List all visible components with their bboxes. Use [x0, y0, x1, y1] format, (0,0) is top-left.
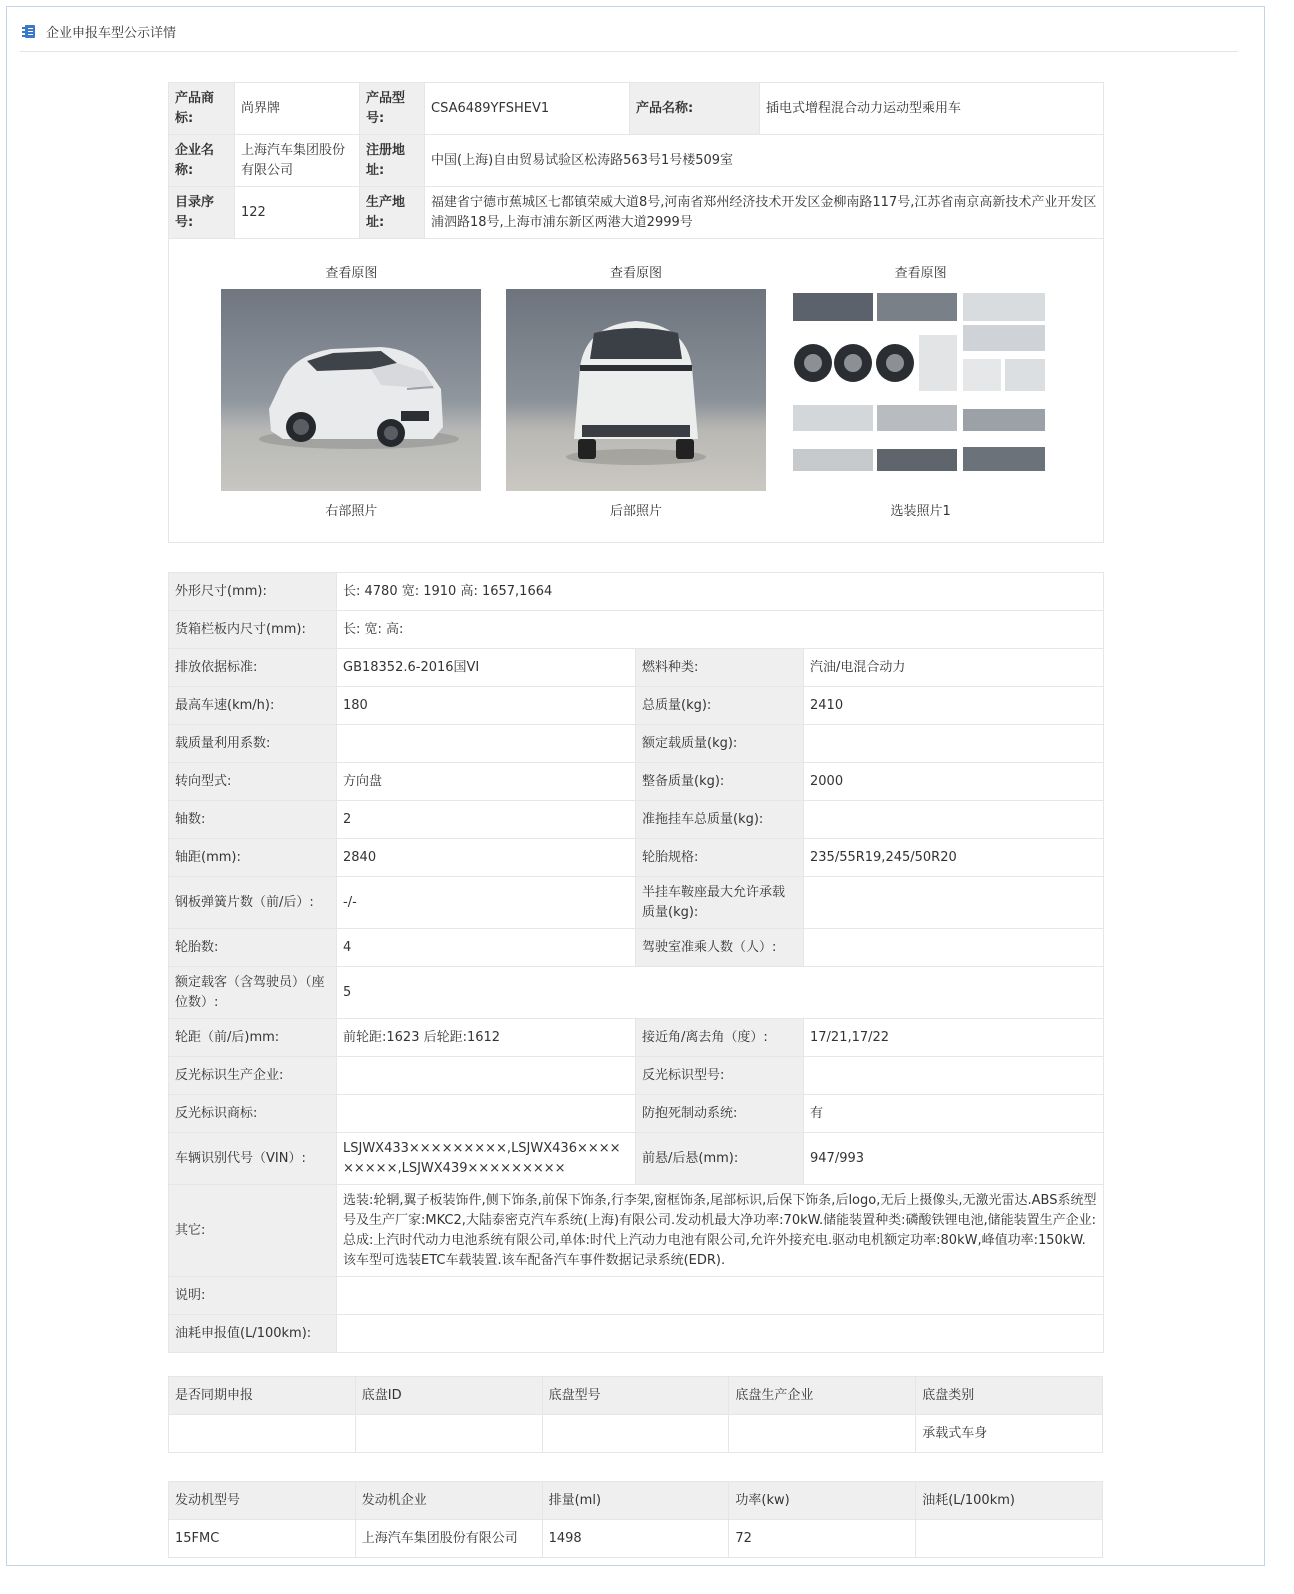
- catalog-value: 122: [235, 187, 360, 239]
- fuel-type-label: 燃料种类:: [636, 649, 804, 687]
- view-original-link[interactable]: 查看原图: [325, 265, 378, 281]
- view-original-link[interactable]: 查看原图: [609, 265, 662, 281]
- brand-label: 产品商标:: [169, 83, 235, 135]
- model-label: 产品型号:: [360, 83, 425, 135]
- seats-label: 额定载客（含驾驶员）（座位数）:: [169, 967, 337, 1019]
- chassis-cell: [542, 1415, 729, 1453]
- reflector-model-value: [804, 1057, 1104, 1095]
- tire-count-label: 轮胎数:: [169, 929, 337, 967]
- wheelbase-label: 轴距(mm):: [169, 839, 337, 877]
- page-header: [20, 12, 1238, 52]
- max-speed-label: 最高车速(km/h):: [169, 687, 337, 725]
- note-label: 说明:: [169, 1277, 337, 1315]
- engine-header-cell: 发动机型号: [169, 1482, 356, 1520]
- engine-cell: 1498: [542, 1520, 729, 1558]
- chassis-header-cell: 底盘ID: [355, 1377, 542, 1415]
- catalog-label: 目录序号:: [169, 187, 235, 239]
- note-value: [337, 1277, 1104, 1315]
- chassis-header-cell: 底盘类别: [916, 1377, 1103, 1415]
- other-value: 选装:轮辋,翼子板装饰件,侧下饰条,前保下饰条,行李架,窗框饰条,尾部标识,后保下饰条,后logo,无后上摄像头,无激光雷达.ABS系统型号及生产厂家:MKC2,大陆泰密克汽车系统(上海)有限公司.发动机最大净功率:70kW.储能装置种类:磷酸铁锂电池,储能装置生产企业:总成:上汽时代动力电池系统有限公司,单体:时代上汽动力电池有限公司,允许外接充电.驱动电机额定功率:80kW,峰值功率:150kW.该车型可选装ETC车载装置.该车配备汽车事件数据记录系统(EDR).: [337, 1185, 1104, 1277]
- reflector-brand-label: 反光标识商标:: [169, 1095, 337, 1133]
- view-original-link[interactable]: 查看原图: [894, 265, 947, 281]
- overhang-value: 947/993: [804, 1133, 1104, 1185]
- chassis-header-cell: 底盘型号: [542, 1377, 729, 1415]
- load-coef-label: 载质量利用系数:: [169, 725, 337, 763]
- reflector-brand-value: [337, 1095, 636, 1133]
- car-rear-photo[interactable]: [506, 289, 766, 491]
- specs-table: [168, 572, 1104, 1353]
- steering-label: 转向型式:: [169, 763, 337, 801]
- tire-spec-label: 轮胎规格:: [636, 839, 804, 877]
- angle-value: 17/21,17/22: [804, 1019, 1104, 1057]
- emission-value: GB18352.6-2016国VI: [337, 649, 636, 687]
- reflector-mfr-value: [337, 1057, 636, 1095]
- basic-info-table: [168, 82, 1104, 543]
- photo-option: [791, 259, 1051, 523]
- load-coef-value: [337, 725, 636, 763]
- chassis-header-cell: 底盘生产企业: [729, 1377, 916, 1415]
- track-label: 轮距（前/后)mm:: [169, 1019, 337, 1057]
- spring-label: 钢板弹簧片数（前/后）:: [169, 877, 337, 929]
- chassis-cell: [729, 1415, 916, 1453]
- fuel-consumption-value: [337, 1315, 1104, 1353]
- angle-label: 接近角/离去角（度）:: [636, 1019, 804, 1057]
- steering-value: 方向盘: [337, 763, 636, 801]
- engine-table: [168, 1481, 1103, 1558]
- cargo-dim-value: 长: 宽: 高:: [337, 611, 1104, 649]
- tire-spec-value: 235/55R19,245/50R20: [804, 839, 1104, 877]
- chassis-cell: 承载式车身: [916, 1415, 1103, 1453]
- total-mass-label: 总质量(kg):: [636, 687, 804, 725]
- trailer-mass-value: [804, 801, 1104, 839]
- chassis-header-cell: 是否同期申报: [169, 1377, 356, 1415]
- company-label: 企业名称:: [169, 135, 235, 187]
- trailer-mass-label: 准拖挂车总质量(kg):: [636, 801, 804, 839]
- engine-header-cell: 功率(kw): [729, 1482, 916, 1520]
- total-mass-value: 2410: [804, 687, 1104, 725]
- option-collage-photo[interactable]: [791, 289, 1051, 491]
- brand-value: 尚界牌: [235, 83, 360, 135]
- dimension-value: 长: 4780 宽: 1910 高: 1657,1664: [337, 573, 1104, 611]
- cab-seats-label: 驾驶室准乘人数（人）:: [636, 929, 804, 967]
- other-label: 其它:: [169, 1185, 337, 1277]
- abs-value: 有: [804, 1095, 1104, 1133]
- photo-caption-right: 右部照片: [325, 503, 378, 519]
- max-speed-value: 180: [337, 687, 636, 725]
- engine-cell: [916, 1520, 1103, 1558]
- dimension-label: 外形尺寸(mm):: [169, 573, 337, 611]
- spring-value: -/-: [337, 877, 636, 929]
- vin-value: LSJWX433×××××××××,LSJWX436×××××××××,LSJWX439×××××××××: [337, 1133, 636, 1185]
- model-value: CSA6489YFSHEV1: [425, 83, 630, 135]
- photo-caption-option: 选装照片1: [890, 503, 951, 519]
- axle-count-label: 轴数:: [169, 801, 337, 839]
- chassis-table: [168, 1376, 1103, 1453]
- company-value: 上海汽车集团股份有限公司: [235, 135, 360, 187]
- rated-load-label: 额定载质量(kg):: [636, 725, 804, 763]
- product-name-value: 插电式增程混合动力运动型乘用车: [760, 83, 1104, 135]
- engine-header-cell: 油耗(L/100km): [916, 1482, 1103, 1520]
- saddle-label: 半挂车鞍座最大允许承载质量(kg):: [636, 877, 804, 929]
- track-value: 前轮距:1623 后轮距:1612: [337, 1019, 636, 1057]
- seats-value: 5: [337, 967, 1104, 1019]
- vin-label: 车辆识别代号（VIN）:: [169, 1133, 337, 1185]
- saddle-value: [804, 877, 1104, 929]
- engine-cell: 72: [729, 1520, 916, 1558]
- reflector-model-label: 反光标识型号:: [636, 1057, 804, 1095]
- wheelbase-value: 2840: [337, 839, 636, 877]
- curb-mass-label: 整备质量(kg):: [636, 763, 804, 801]
- tire-count-value: 4: [337, 929, 636, 967]
- overhang-label: 前悬/后悬(mm):: [636, 1133, 804, 1185]
- photo-right: [221, 259, 481, 523]
- cab-seats-value: [804, 929, 1104, 967]
- page-title: 企业申报车型公示详情: [46, 26, 177, 41]
- emission-label: 排放依据标准:: [169, 649, 337, 687]
- prod-address-label: 生产地址:: [360, 187, 425, 239]
- axle-count-value: 2: [337, 801, 636, 839]
- engine-header-cell: 排量(ml): [542, 1482, 729, 1520]
- rated-load-value: [804, 725, 1104, 763]
- reg-address-label: 注册地址:: [360, 135, 425, 187]
- abs-label: 防抱死制动系统:: [636, 1095, 804, 1133]
- prod-address-value: 福建省宁德市蕉城区七都镇荣威大道8号,河南省郑州经济技术开发区金柳南路117号,江苏省南京高新技术产业开发区浦泗路18号,上海市浦东新区两港大道2999号: [425, 187, 1104, 239]
- photo-section: [169, 239, 1104, 543]
- engine-cell: 15FMC: [169, 1520, 356, 1558]
- fuel-type-value: 汽油/电混合动力: [804, 649, 1104, 687]
- curb-mass-value: 2000: [804, 763, 1104, 801]
- photo-rear: [506, 259, 766, 523]
- reflector-mfr-label: 反光标识生产企业:: [169, 1057, 337, 1095]
- product-name-label: 产品名称:: [630, 83, 760, 135]
- engine-cell: 上海汽车集团股份有限公司: [355, 1520, 542, 1558]
- document-icon: [22, 24, 36, 39]
- car-right-photo[interactable]: [221, 289, 481, 491]
- cargo-dim-label: 货箱栏板内尺寸(mm):: [169, 611, 337, 649]
- photo-caption-rear: 后部照片: [609, 503, 662, 519]
- engine-header-cell: 发动机企业: [355, 1482, 542, 1520]
- chassis-cell: [355, 1415, 542, 1453]
- reg-address-value: 中国(上海)自由贸易试验区松涛路563号1号楼509室: [425, 135, 1104, 187]
- chassis-cell: [169, 1415, 356, 1453]
- fuel-consumption-label: 油耗申报值(L/100km):: [169, 1315, 337, 1353]
